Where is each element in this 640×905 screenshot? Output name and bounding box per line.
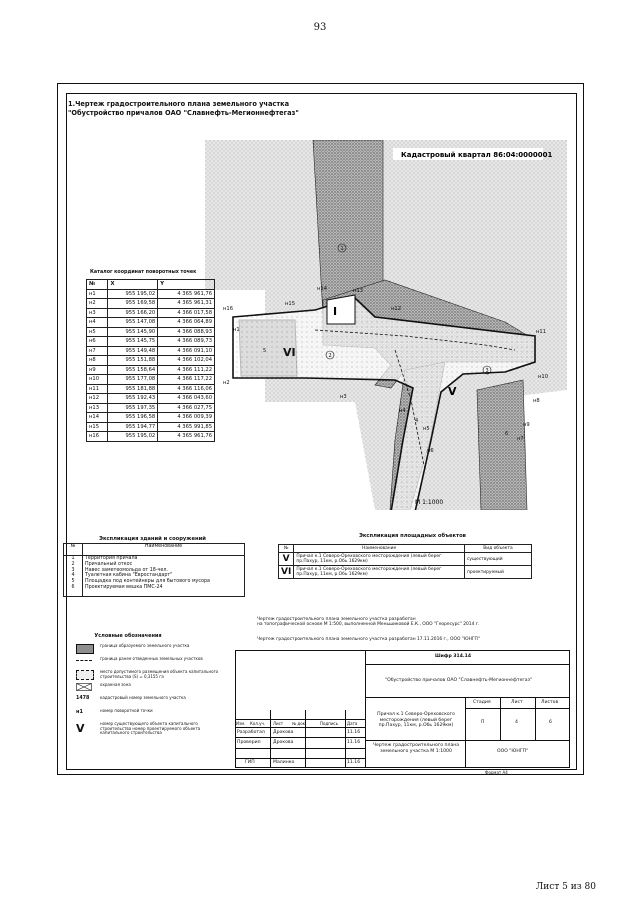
buildings-names-cell [83, 556, 245, 597]
note-line: на топографической основе М 1:500, выполненной Меньшиковой Е.К., ООО "Георесурс" 2014 г. [257, 622, 480, 628]
object-number-5: 5 [263, 348, 267, 354]
point-n4: н4 [399, 408, 406, 414]
legend-item: граница образуемого земельного участка [70, 643, 230, 656]
object-number-1: 1 [340, 246, 344, 252]
coordinates-table [86, 279, 215, 442]
building-name: Площадка под контейнеры для бытового мусора [85, 579, 210, 585]
catalog-cell-point: н11 [87, 384, 108, 394]
legend [70, 643, 230, 737]
point-n13: н13 [353, 288, 363, 294]
site-plan-map [205, 140, 567, 510]
area-row-num: V [279, 553, 294, 566]
catalog-header-row [87, 280, 215, 290]
catalog-row [87, 308, 215, 318]
catalog-title: Каталог координат поворотных точек [90, 270, 197, 275]
zone-i [327, 295, 355, 324]
catalog-cell-y: 4 366 089,73 [158, 337, 215, 347]
stamp-stage-header: Стадия [473, 700, 491, 705]
stamp-sheet-header: Лист [511, 700, 523, 705]
catalog-cell-x: 955 192,43 [108, 394, 158, 404]
catalog-row [87, 394, 215, 404]
catalog-cell-x: 955 169,58 [108, 299, 158, 309]
buildings-table [63, 543, 245, 597]
point-n6: н6 [427, 448, 434, 454]
block-east [477, 380, 527, 510]
dashed-line-symbol [76, 660, 92, 661]
catalog-cell-y: 4 366 027,75 [158, 403, 215, 413]
stamp-role-developer: Разработал [237, 730, 265, 735]
catalog-row [87, 299, 215, 309]
catalog-cell-y: 4 366 043,60 [158, 394, 215, 404]
catalog-cell-y: 4 366 009,39 [158, 413, 215, 423]
legend-item: граница ранее отведенных земельных участков [70, 656, 230, 669]
catalog-body [87, 289, 215, 441]
sheet-label: Лист 5 из 80 [535, 882, 596, 892]
building-number: 5 [71, 579, 75, 585]
catalog-row [87, 346, 215, 356]
stamp-header-count: Кол.уч. [250, 721, 266, 726]
stamp-person-developer: Дрокова [273, 730, 294, 735]
point-n11: н11 [536, 329, 546, 335]
buildings-header-num: № [64, 544, 83, 556]
catalog-row [87, 365, 215, 375]
page-number: 93 [313, 22, 327, 33]
stamp-header-signature: Подпись [320, 721, 338, 726]
stamp-person-checker: Дрокова [273, 740, 294, 745]
catalog-cell-y: 4 365 961,76 [158, 289, 215, 299]
development-note [257, 617, 479, 628]
catalog-row [87, 289, 215, 299]
note-line: Чертеж градостроительного плана земельного участка разработан [257, 617, 416, 622]
catalog-cell-point: н2 [87, 299, 108, 309]
legend-item: V номер существующего объекта капитального строительства номер проектируемого объекта капитального строительства [76, 721, 201, 735]
project-name: "Обустройство причалов ОАО "Славнефть-Мегионнефтегаз" [385, 678, 533, 683]
point-n3: н3 [340, 394, 347, 400]
area-row [279, 553, 532, 566]
zone-label-vi: VI [283, 346, 296, 359]
catalog-header-num: № [87, 280, 108, 290]
areas-header-type: Вид объекта [465, 545, 532, 553]
point-n14: н14 [317, 286, 327, 292]
area-row-name: Причал к.1 Северо-Ореховского месторождения (левый берег пр.Пахур, 11км, р.Обь 1629км) [294, 553, 465, 566]
catalog-cell-point: н6 [87, 337, 108, 347]
catalog-cell-y: 4 365 961,76 [158, 432, 215, 442]
catalog-cell-y: 4 366 091,10 [158, 346, 215, 356]
areas-header-num: № [279, 545, 294, 553]
object-number-2: 2 [328, 353, 332, 359]
catalog-cell-x: 955 158,64 [108, 365, 158, 375]
building-name: Туалетная кабина "Евростандарт" [85, 573, 173, 579]
catalog-cell-x: 955 149,48 [108, 346, 158, 356]
catalog-cell-x: 955 147,08 [108, 318, 158, 328]
plot-boundary-symbol [76, 644, 94, 654]
catalog-cell-point: н3 [87, 308, 108, 318]
catalog-cell-point: н5 [87, 327, 108, 337]
point-n9: н9 [523, 422, 530, 428]
area-row-name: Причал к.1 Северо-Ореховского месторождения (левый берег пр.Пахур, 11км, р.Обь 1629км) [294, 566, 465, 579]
catalog-row [87, 375, 215, 385]
catalog-cell-y: 4 366 117,22 [158, 375, 215, 385]
catalog-cell-point: н16 [87, 432, 108, 442]
building-number: 1 [71, 556, 75, 561]
title-block [235, 650, 570, 775]
stamp-format: Формат А4 [485, 770, 508, 775]
object-number-3: 3 [485, 368, 489, 374]
stamp-sheets-header: Листов [541, 700, 559, 705]
building-name: Проектируемая вешка ПМС-24 [85, 584, 163, 590]
catalog-cell-y: 4 366 111,22 [158, 365, 215, 375]
cadastral-number-symbol: 1478 [76, 696, 90, 701]
point-n10: н10 [538, 374, 548, 380]
catalog-cell-y: 4 366 088,93 [158, 327, 215, 337]
catalog-cell-point: н13 [87, 403, 108, 413]
point-n15: н15 [285, 301, 295, 307]
area-row-type: проектируемый [465, 566, 532, 579]
building-number: 4 [71, 573, 75, 579]
point-n8: н8 [533, 398, 540, 404]
stamp-date-chief: 11.16 [347, 760, 361, 765]
stamp-header-change: Изм. [236, 721, 246, 726]
catalog-row [87, 356, 215, 366]
allowed-area-symbol [76, 670, 94, 680]
stamp-drawing-name: Чертеж градостроительного плана земельного участка М 1:1000 [372, 743, 460, 754]
point-n12: н12 [391, 306, 401, 312]
catalog-cell-x: 955 145,75 [108, 337, 158, 347]
catalog-row [87, 318, 215, 328]
catalog-row [87, 384, 215, 394]
object-number-symbol: V [76, 722, 85, 735]
point-n5: н5 [423, 426, 430, 432]
stamp-role-checker: Проверил [237, 740, 261, 745]
stamp-company: ООО "ЮНГП" [497, 749, 529, 754]
catalog-cell-y: 4 366 017,58 [158, 308, 215, 318]
object-number-6: 6 [505, 431, 509, 437]
building-name: Навес заметеомольда от 18-чел. [85, 567, 168, 573]
legend-item: 1478 кадастровый номер земельного участка [70, 695, 230, 708]
catalog-cell-x: 955 181,88 [108, 384, 158, 394]
zone-label-i: I [333, 305, 338, 318]
catalog-cell-point: н12 [87, 394, 108, 404]
catalog-cell-x: 955 196,58 [108, 413, 158, 423]
catalog-cell-point: н14 [87, 413, 108, 423]
stamp-date-checker: 11.16 [347, 740, 361, 745]
drawing-subtitle: "Обустройство причалов ОАО "Славнефть-Мегионнефтегаз" [68, 109, 299, 117]
areas-header-name: Наименование [294, 545, 465, 553]
catalog-row [87, 422, 215, 432]
catalog-cell-y: 4 365 961,31 [158, 299, 215, 309]
map-scale: М 1:1000 [415, 499, 444, 506]
legend-item: н1 номер поворотной точки [76, 708, 153, 715]
building-number: 3 [71, 567, 75, 573]
catalog-cell-point: н15 [87, 422, 108, 432]
catalog-cell-point: н1 [87, 289, 108, 299]
catalog-row [87, 403, 215, 413]
catalog-row [87, 337, 215, 347]
catalog-cell-point: н4 [87, 318, 108, 328]
catalog-cell-y: 4 365 991,85 [158, 422, 215, 432]
stamp-header-sheet: Лист [273, 721, 284, 726]
legend-title: Условные обозначения [94, 633, 162, 639]
catalog-cell-point: н10 [87, 375, 108, 385]
area-row-num: VI [279, 566, 294, 579]
protected-zone-icon [76, 683, 92, 691]
areas-table [278, 544, 532, 579]
catalog-cell-y: 4 366 116,06 [158, 384, 215, 394]
catalog-row [87, 413, 215, 423]
catalog-cell-x: 955 151,88 [108, 356, 158, 366]
catalog-cell-x: 955 195,02 [108, 432, 158, 442]
object-number-4: 4 [415, 418, 419, 424]
catalog-cell-y: 4 366 064,89 [158, 318, 215, 328]
catalog-cell-x: 955 195,02 [108, 289, 158, 299]
project-code: Шифр 314.14 [435, 654, 472, 659]
catalog-cell-x: 955 197,35 [108, 403, 158, 413]
building-name: Причальный откос [85, 561, 133, 567]
areas-title: Экспликация площадных объектов [359, 533, 466, 539]
stamp-header-doc: № док. [292, 721, 307, 726]
catalog-cell-point: н8 [87, 356, 108, 366]
drawing-title: 1.Чертеж градостроительного плана земельного участка [68, 100, 290, 108]
catalog-cell-y: 4 366 102,04 [158, 356, 215, 366]
building-number: 6 [71, 584, 75, 590]
stamp-sheets-value: 6 [549, 720, 552, 725]
catalog-cell-x: 955 177,08 [108, 375, 158, 385]
catalog-cell-x: 955 194,77 [108, 422, 158, 432]
stamp-stage-value: П [481, 720, 485, 725]
stamp-role-chief: ГИП [245, 760, 255, 765]
buildings-title: Экспликация зданий и сооружений [99, 536, 206, 542]
building-name: Территория причала [85, 556, 138, 561]
point-n1: н1 [233, 327, 240, 333]
stamp-sheet-value: 4 [515, 720, 518, 725]
area-row-type: существующий [465, 553, 532, 566]
catalog-row [87, 327, 215, 337]
stamp-person-chief: Малинко [273, 760, 295, 765]
development-date-note: Чертеж градостроительного плана земельного участка разработан 17.11.2016 г., ООО "ЮНГП" [257, 637, 480, 642]
catalog-row [87, 432, 215, 442]
building-number: 2 [71, 561, 75, 567]
catalog-cell-point: н9 [87, 365, 108, 375]
legend-item: место допустимого размещения объекта капитального строительства (S) = 0,3155 га [70, 669, 230, 682]
stamp-header-date: Дата [347, 721, 358, 726]
buildings-header-name: Наименование [83, 544, 245, 556]
area-row [279, 566, 532, 579]
zone-label-v: V [448, 385, 457, 398]
catalog-cell-x: 955 166,20 [108, 308, 158, 318]
legend-item: охранная зона [70, 682, 230, 695]
point-n7: н7 [517, 436, 524, 442]
catalog-header-x: X [108, 280, 158, 290]
buildings-numbers-cell [64, 556, 83, 597]
catalog-header-y: Y [158, 280, 215, 290]
point-n16: н16 [223, 306, 233, 312]
point-n2: н2 [223, 380, 230, 386]
point-number-symbol: н1 [76, 709, 83, 715]
stamp-object: Причал к.1 Северо-Ореховского месторождения (левый берег пр.Пахур, 11км, р.Обь 1629км) [377, 712, 455, 729]
cadastral-label: Кадастровый квартал 86:04:0000001 [401, 151, 553, 159]
catalog-cell-point: н7 [87, 346, 108, 356]
stamp-date-developer: 11.16 [347, 730, 361, 735]
catalog-cell-x: 955 145,90 [108, 327, 158, 337]
